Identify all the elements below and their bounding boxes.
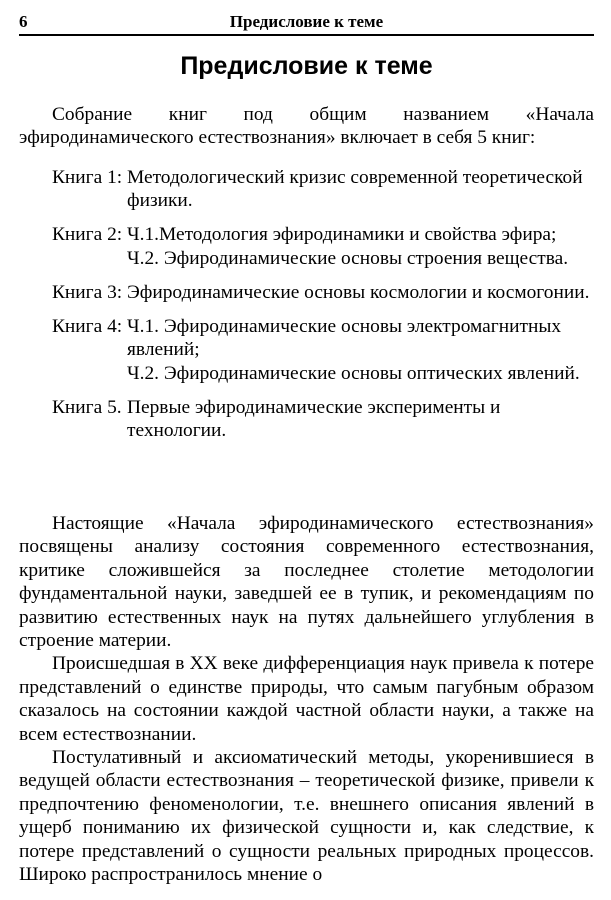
book-description [127, 281, 597, 304]
book-list [52, 166, 597, 453]
book-label: Книга 2: [52, 224, 123, 246]
page-header [19, 12, 594, 36]
book-description [127, 396, 597, 443]
book-line: Методологический кризис современной теоретической физики. [127, 167, 583, 212]
intro-paragraph: Собрание книг под общим названием «Начала эфиродинамического естествознания» включает в себя 5 книг: [19, 104, 594, 149]
book-label: Книга 3: [52, 281, 123, 303]
book-description [127, 223, 597, 270]
book-label: Книга 5. [52, 396, 122, 418]
page-title: Предисловие к теме [180, 52, 433, 80]
book-item [52, 281, 597, 304]
book-line: Первые эфиродинамические эксперименты и технологии. [127, 396, 501, 442]
book-line: Ч.2. Эфиродинамические основы оптических явлений. [127, 362, 580, 384]
book-item [52, 315, 597, 385]
book-description [127, 315, 597, 385]
book-label: Книга 1: [52, 167, 123, 188]
book-item [52, 396, 597, 443]
body-paragraph: Постулативный и аксиоматический методы, укоренившиеся в ведущей области естествознания – теоретической физике, привели к предпочтению феноменологии, т.е. внешнего описания явлений в ущерб пониманию их физической сущности и, как следствие, к потере представлений о сущности реальных природных процессов. Широко распространилось мнение о [19, 747, 594, 886]
body-paragraph: Настоящие «Начала эфиродинамического естествознания» посвящены анализу состояния современного естествознания, критике сложившейся за последнее столетие методологии фундаментальной науки, заведшей ее в тупик, и рекомендациям по развитию естественных наук на путях дальнейшего углубления в строение материи. [19, 513, 594, 652]
main-text [19, 512, 594, 887]
intro-section [19, 103, 594, 150]
book-line: Эфиродинамические основы космологии и космогонии. [127, 281, 590, 303]
book-label: Книга 4: [52, 315, 123, 337]
page-number: 6 [19, 12, 28, 31]
book-item [52, 223, 597, 270]
book-line: Ч.1. Эфиродинамические основы электромагнитных явлений; [127, 315, 562, 361]
book-line: Ч.2. Эфиродинамические основы строения вещества. [127, 247, 569, 269]
book-description [127, 166, 597, 213]
running-title: Предисловие к теме [229, 12, 384, 31]
book-line: Ч.1.Методология эфиродинамики и свойства эфира; [127, 224, 557, 246]
book-item [52, 166, 597, 213]
body-paragraph: Происшедшая в XX веке дифференциация наук привела к потере представлений о единстве природы, что самым пагубным образом сказалось на состоянии каждой частной области науки, а также на всем естествознании. [19, 653, 594, 745]
